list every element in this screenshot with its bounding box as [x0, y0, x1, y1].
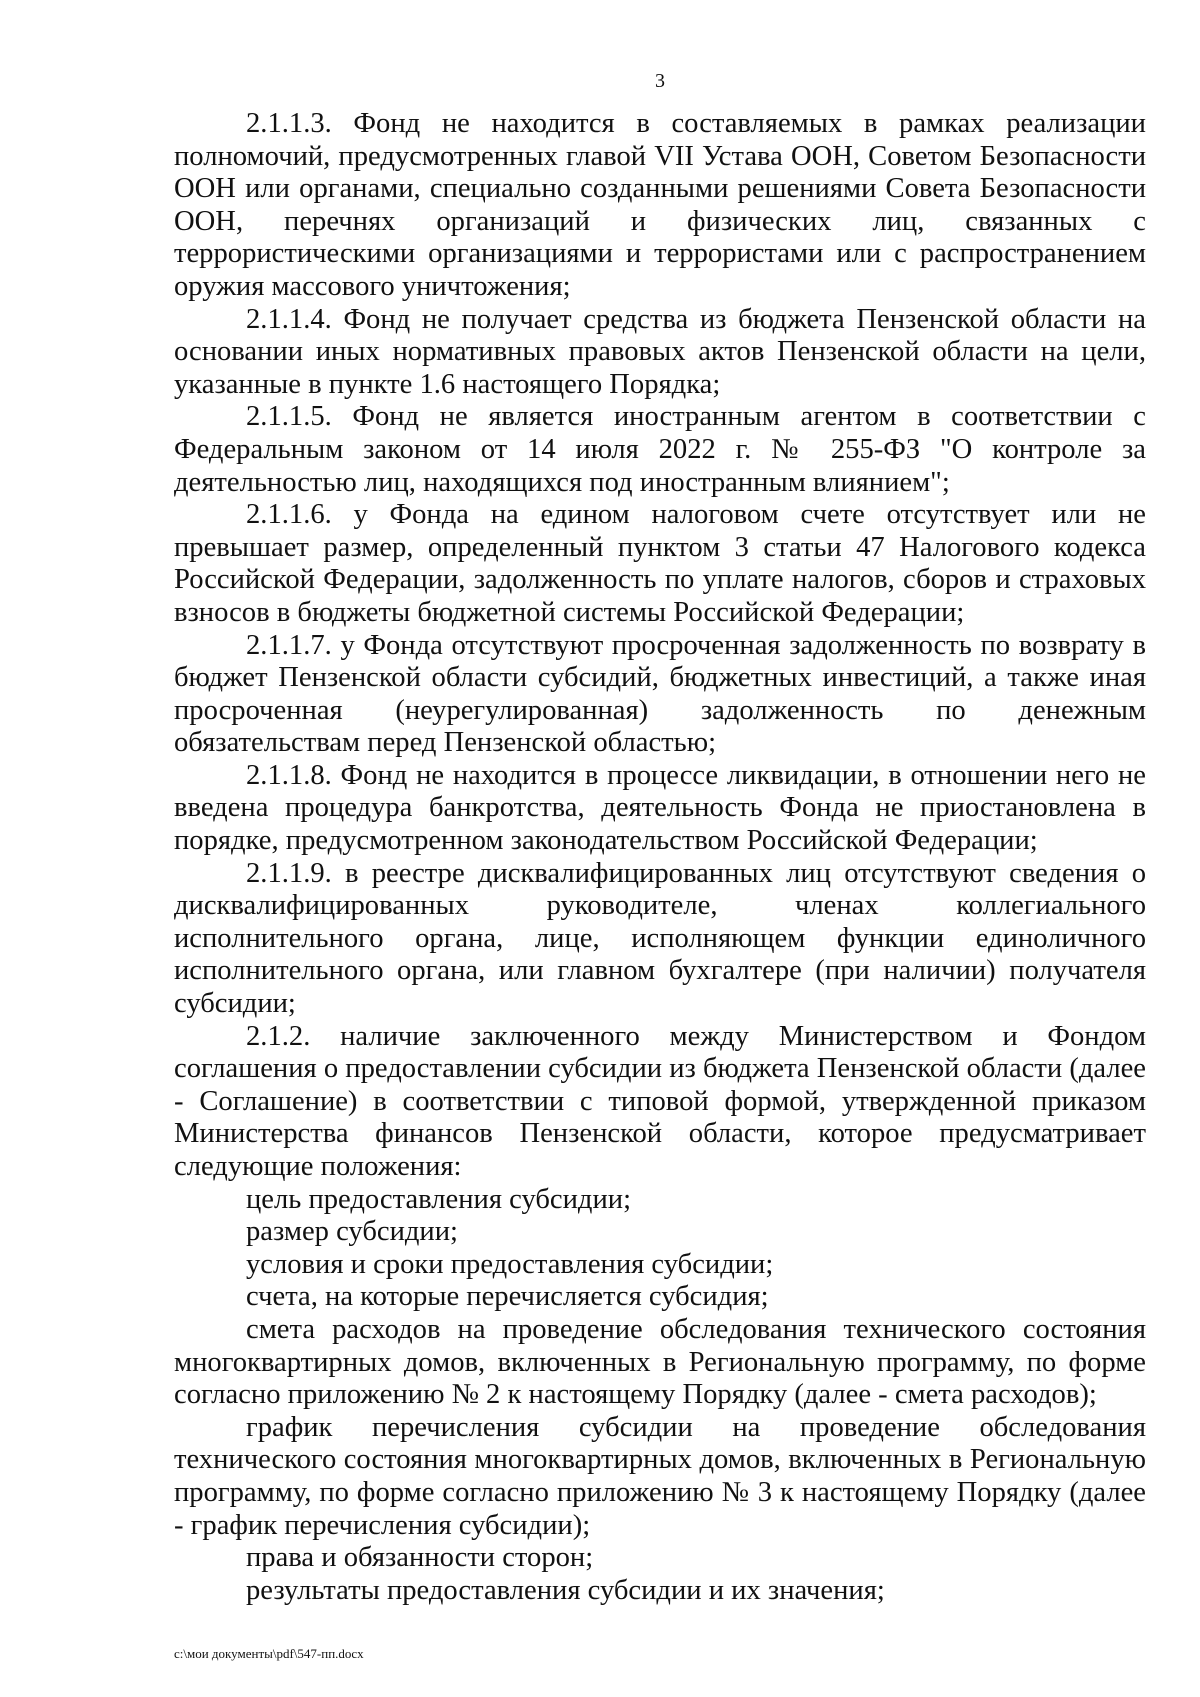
agreement-provision-results: результаты предоставления субсидии и их значения;: [246, 1574, 885, 1606]
agreement-provision-terms: условия и сроки предоставления субсидии;: [246, 1248, 774, 1280]
page-number: 3: [655, 70, 665, 92]
document-body: [174, 108, 1146, 1607]
agreement-provision-schedule: график перечисления субсидии на проведение обследования технического состояния многоквартирных домов, включенных в Региональную программу, по форме согласно приложению № 3 к настоящему Порядку (далее - график перечисления субсидии);: [174, 1411, 1146, 1541]
paragraph-2-1-1-3: 2.1.1.3. Фонд не находится в составляемых в рамках реализации полномочий, предусмотренных главой VII Устава ООН, Советом Безопасности ООН или органами, специально созданными решениями Совета Безопасности ООН, перечнях организаций и физических лиц, связанных с террористическими организациями и террористами или с распространением оружия массового уничтожения;: [174, 108, 1146, 302]
paragraph-2-1-1-7: 2.1.1.7. у Фонда отсутствуют просроченная задолженность по возврату в бюджет Пензенской области субсидий, бюджетных инвестиций, а также иная просроченная (неурегулированная) задолженность по денежным обязательствам перед Пензенской областью;: [174, 629, 1146, 759]
footer-file-path: c:\мои документы\pdf\547-пп.docx: [174, 1646, 364, 1661]
paragraph-2-1-1-4: 2.1.1.4. Фонд не получает средства из бюджета Пензенской области на основании иных нормативных правовых актов Пензенской области на цели, указанные в пункте 1.6 настоящего Порядка;: [174, 303, 1146, 400]
paragraph-2-1-1-6: 2.1.1.6. у Фонда на едином налоговом счете отсутствует или не превышает размер, определенный пунктом 3 статьи 47 Налогового кодекса Российской Федерации, задолженность по уплате налогов, сборов и страховых взносов в бюджеты бюджетной системы Российской Федерации;: [174, 499, 1146, 628]
paragraph-2-1-1-8: 2.1.1.8. Фонд не находится в процессе ликвидации, в отношении него не введена процедура банкротства, деятельность Фонда не приостановлена в порядке, предусмотренном законодательством Российской Федерации;: [174, 759, 1146, 857]
paragraph-2-1-1-9: 2.1.1.9. в реестре дисквалифицированных лиц отсутствуют сведения о дисквалифицированных руководителе, членах коллегиального исполнительного органа, лице, исполняющем функции единоличного исполнительного органа, или главном бухгалтере (при наличии) получателя субсидии;: [174, 857, 1146, 1020]
agreement-provision-goal: цель предоставления субсидии;: [246, 1183, 632, 1215]
agreement-provision-amount: размер субсидии;: [246, 1216, 458, 1248]
agreement-provision-rights: права и обязанности сторон;: [246, 1542, 594, 1574]
paragraph-2-1-1-5: 2.1.1.5. Фонд не является иностранным агентом в соответствии с Федеральным законом от 14 июля 2022 г. № 255-ФЗ "О контроле за деятельностью лиц, находящихся под иностранным влиянием";: [174, 401, 1146, 498]
agreement-provision-accounts: счета, на которые перечисляется субсидия;: [246, 1281, 769, 1313]
paragraph-2-1-2: 2.1.2. наличие заключенного между Министерством и Фондом соглашения о предоставлении субсидии из бюджета Пензенской области (далее - Соглашение) в соответствии с типовой формой, утвержденной приказом Министерства финансов Пензенской области, которое предусматривает следующие положения:: [174, 1020, 1146, 1182]
agreement-provision-estimate: смета расходов на проведение обследования технического состояния многоквартирных домов, включенных в Региональную программу, по форме согласно приложению № 2 к настоящему Порядку (далее - смета расходов);: [174, 1313, 1146, 1411]
